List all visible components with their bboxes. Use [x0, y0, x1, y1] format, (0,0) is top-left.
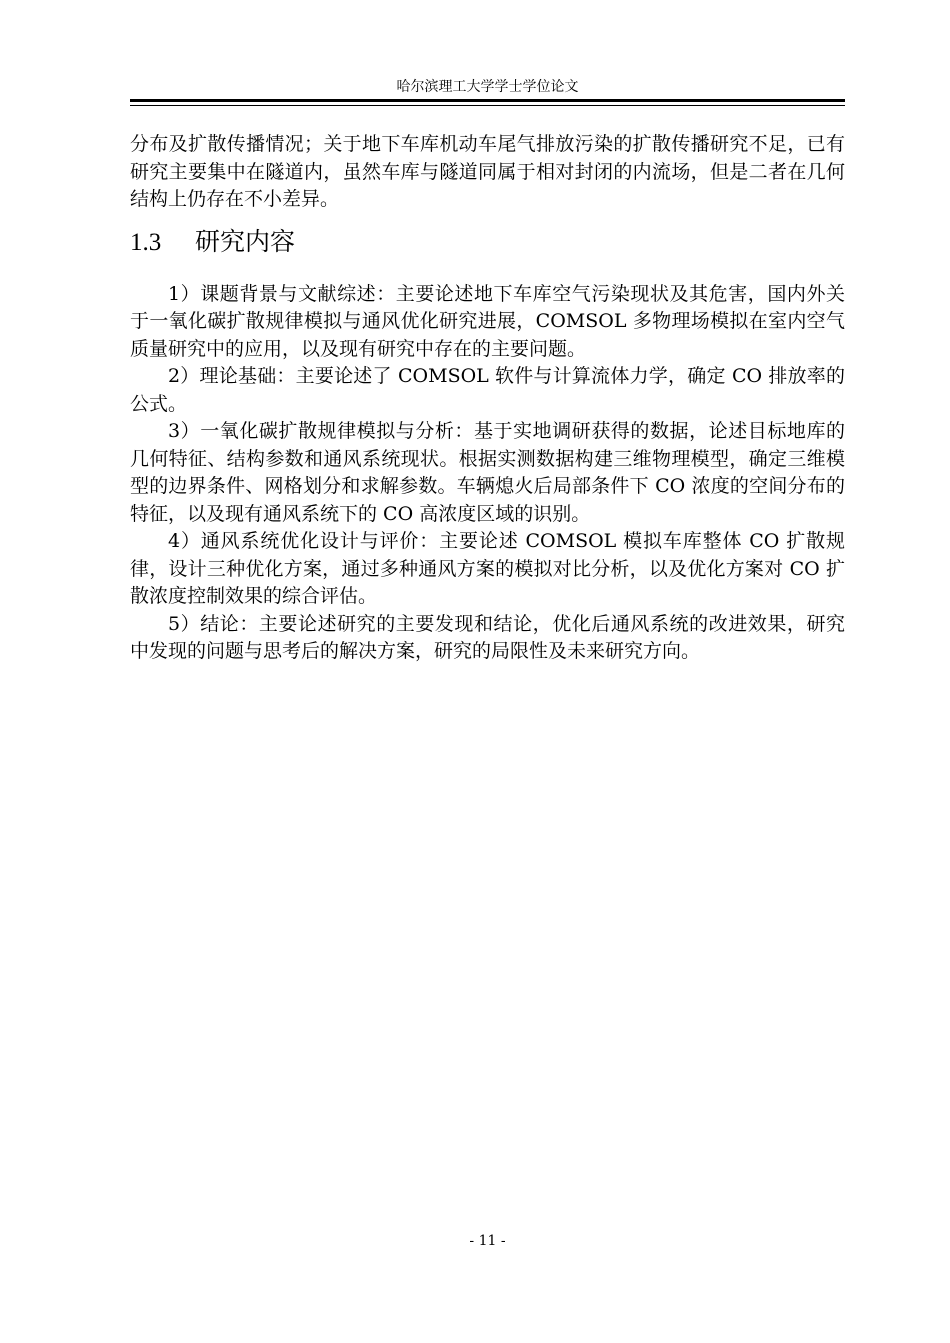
header-rule-thick	[130, 99, 845, 102]
header-rule-thin	[130, 105, 845, 106]
list-item: 1）课题背景与文献综述：主要论述地下车库空气污染现状及其危害，国内外关于一氧化碳扩散规律模拟与通风优化研究进展，COMSOL 多物理场模拟在室内空气质量研究中的应用，以及现有研究中存在的主要问题。	[130, 282, 845, 360]
research-content-list	[130, 281, 845, 666]
section-heading	[130, 214, 845, 271]
intro-paragraph: 分布及扩散传播情况；关于地下车库机动车尾气排放污染的扩散传播研究不足，已有研究主要集中在隧道内，虽然车库与隧道同属于相对封闭的内流场，但是二者在几何结构上仍存在不小差异。	[130, 133, 845, 210]
page-number: - 11 -	[469, 1233, 506, 1249]
list-item: 5）结论：主要论述研究的主要发现和结论，优化后通风系统的改进效果，研究中发现的问题与思考后的解决方案，研究的局限性及未来研究方向。	[130, 612, 845, 662]
section-number: 1.3	[130, 228, 162, 256]
list-item: 4）通风系统优化设计与评价：主要论述 COMSOL 模拟车库整体 CO 扩散规律，设计三种优化方案，通过多种通风方案的模拟对比分析，以及优化方案对 CO 扩散浓度控制效果的综合评估。	[130, 530, 845, 607]
page-content	[130, 131, 845, 666]
list-item: 3）一氧化碳扩散规律模拟与分析：基于实地调研获得的数据，论述目标地库的几何特征、结构参数和通风系统现状。根据实测数据构建三维物理模型，确定三维模型的边界条件、网格划分和求解参数。车辆熄火后局部条件下 CO 浓度的空间分布的特征，以及现有通风系统下的 CO 高浓度区域的识别。	[130, 420, 845, 525]
section-title: 研究内容	[195, 226, 296, 256]
running-header: 哈尔滨理工大学学士学位论文	[396, 79, 579, 95]
list-item: 2）理论基础：主要论述了 COMSOL 软件与计算流体力学，确定 CO 排放率的公式。	[130, 365, 845, 415]
